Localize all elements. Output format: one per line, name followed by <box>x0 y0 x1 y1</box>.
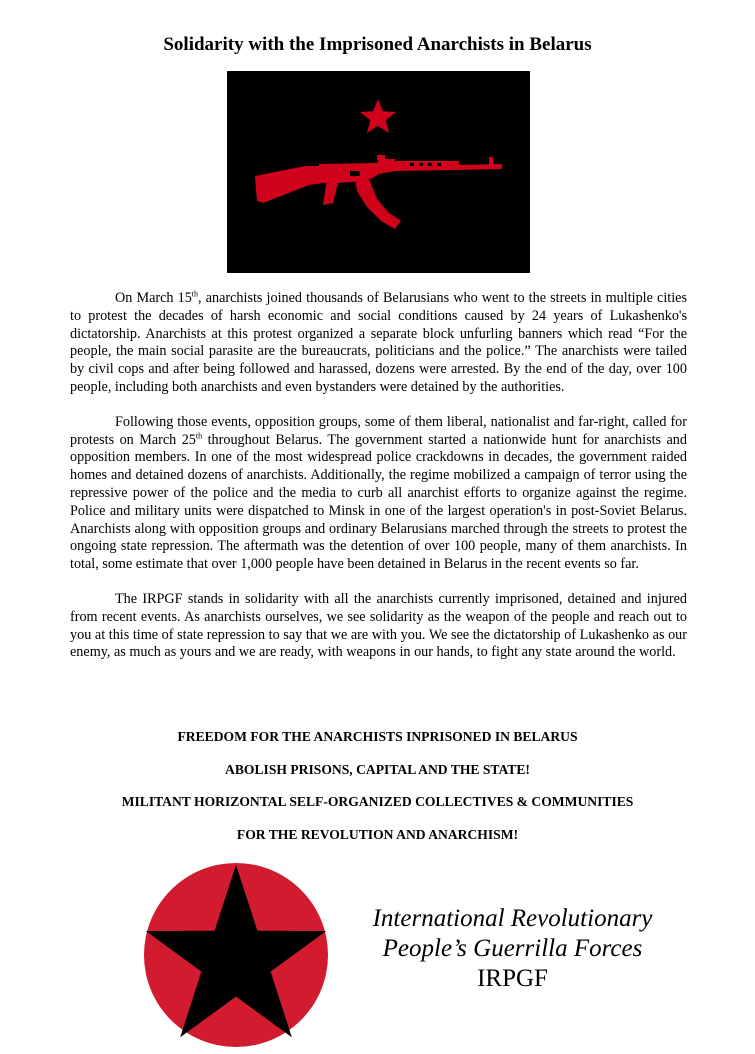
slogans <box>0 729 755 859</box>
paragraph-2 <box>70 414 687 574</box>
slogan-revolution: FOR THE REVOLUTION AND ANARCHISM! <box>236 826 519 842</box>
organization-line-2: People’s Guerrilla Forces <box>382 935 643 962</box>
paragraph-1-text-a: On March 15 <box>115 290 192 306</box>
article-body <box>70 290 687 679</box>
ordinal-suffix: th <box>191 289 199 299</box>
paragraph-1-text-b: , anarchists joined thousands of Belarusians who went to the streets in multiple cities to protest the decades of harsh economic and social conditions caused by 24 years of Lukashenko's dictatorship. Anarchists at this protest organized a separate block unfurling banners which read “For the people, the main social parasite are the bureaucrats, politicians and the police.” The anarchists were tailed by civil cops and after being followed and harassed, dozens were arrested. By the end of the day, over 100 people, including both anarchists and even bystanders were detained by the authorities. <box>70 290 687 395</box>
paragraph-2-text-a: Following those events, opposition groups, some of them liberal, nationalist and far-right, called for protests on March 25 <box>70 413 687 448</box>
rifle-star-banner <box>227 71 530 273</box>
paragraph-3: The IRPGF stands in solidarity with all the anarchists currently imprisoned, detained and injured from recent events. As anarchists ourselves, we see solidarity as the weapon of the people and reach out to you at this time of state repression to say that we are with you. We see the dictatorship of Lukashenko as our enemy, as much as yours and we are ready, with weapons in our hands, to fight any state around the world. <box>70 590 687 661</box>
red-star-and-rifle-icon <box>227 71 530 273</box>
organization-acronym: IRPGF <box>477 965 548 992</box>
slogan-freedom: FREEDOM FOR THE ANARCHISTS INPRISONED IN BELARUS <box>177 729 578 744</box>
slogan-abolish: ABOLISH PRISONS, CAPITAL AND THE STATE! <box>225 761 530 777</box>
ordinal-suffix: th <box>195 430 203 440</box>
paragraph-2-text-b: throughout Belarus. The government started a nationwide hunt for anarchists and opposition members. In one of the most widespread police crackdowns in decades, the government raided homes and detained dozens of anarchists. Additionally, the regime mobilized a campaign of terror using the repressive power of the police and the media to curb all anarchist efforts to organize against the regime. Police and military units were dispatched to Minsk in one of the largest operation's in post-Soviet Belarus. Anarchists along with opposition groups and ordinary Belarusians marched through the streets to protest the ongoing state repression. The aftermath was the detention of over 100 people, many of them anarchists. In total, some estimate that over 1,000 people have been detained in Belarus in the recent events so far. <box>70 431 687 573</box>
paragraph-1 <box>70 290 687 397</box>
black-star-on-red-circle-icon <box>144 863 328 1047</box>
organization-line-1: International Revolutionary <box>372 905 653 932</box>
organization-signature <box>340 904 685 994</box>
slogan-collectives: MILITANT HORIZONTAL SELF-ORGANIZED COLLECTIVES & COMMUNITIES <box>121 794 634 810</box>
page-title: Solidarity with the Imprisoned Anarchists in Belarus <box>163 34 592 55</box>
